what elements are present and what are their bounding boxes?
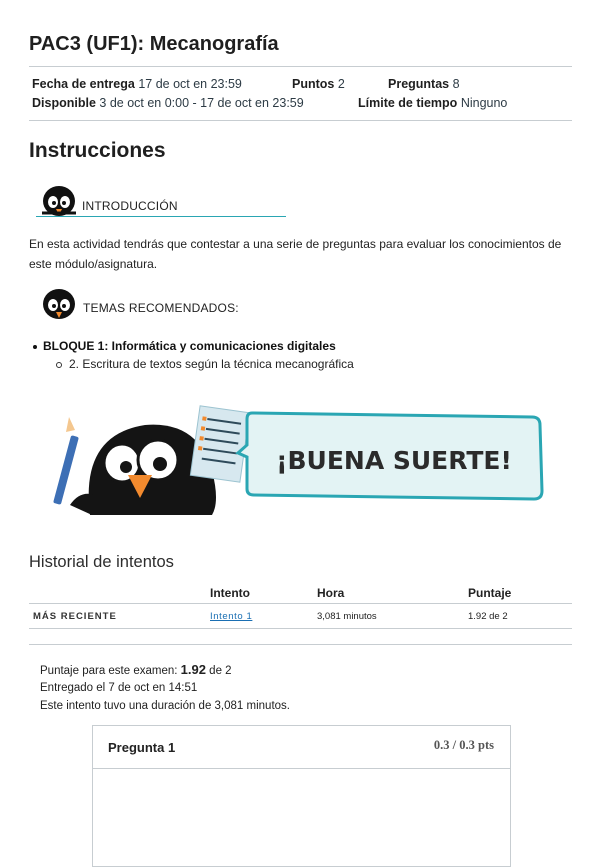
score-prefix: Puntaje para este examen: [40, 665, 178, 677]
points-label: Puntos [292, 77, 335, 91]
pencil-icon [53, 417, 79, 505]
table-divider [29, 628, 572, 629]
points [292, 77, 345, 91]
topics-label: TEMAS RECOMENDADOS: [83, 301, 239, 315]
topic-block-text: BLOQUE 1: Informática y comunicaciones digitales [43, 339, 336, 353]
divider [29, 66, 572, 67]
attempt-link-wrap [210, 611, 252, 622]
topic-item [56, 357, 354, 371]
questions [388, 77, 460, 91]
attempt-time: 3,081 minutos [317, 611, 377, 622]
time-limit [358, 96, 507, 110]
submitted-info: Entregado el 7 de oct en 14:51 [40, 682, 198, 694]
bullet-ring [56, 362, 62, 368]
history-heading: Historial de intentos [29, 553, 174, 571]
points-value: 2 [337, 77, 345, 91]
topic-block [33, 339, 336, 353]
good-luck-banner [40, 395, 550, 520]
questions-value: 8 [452, 77, 460, 91]
exam-score [40, 662, 232, 677]
intro-underline [36, 216, 286, 217]
instructions-heading: Instrucciones [29, 139, 166, 162]
divider [29, 644, 572, 645]
banner-text: ¡BUENA SUERTE! [276, 446, 512, 475]
questions-label: Preguntas [388, 77, 450, 91]
available-value: 3 de oct en 0:00 - 17 de oct en 23:59 [99, 96, 304, 110]
divider [29, 120, 572, 121]
question-points: 0.3 / 0.3 pts [433, 738, 494, 752]
due-value: 17 de oct en 23:59 [138, 77, 242, 91]
topic-item-text: 2. Escritura de textos según la técnica mecanográfica [69, 357, 354, 371]
bullet-dot [33, 345, 37, 349]
score-suffix: de 2 [209, 665, 232, 677]
penguin-icon [38, 183, 80, 217]
time-limit-value: Ninguno [460, 96, 508, 110]
col-time: Hora [317, 586, 345, 600]
due-date [32, 77, 242, 91]
question-title: Pregunta 1 [108, 740, 176, 755]
table-divider [29, 603, 572, 604]
question-card [92, 725, 511, 867]
due-label: Fecha de entrega [32, 77, 135, 91]
intro-label: INTRODUCCIÓN [82, 199, 178, 213]
score-value: 1.92 [180, 662, 206, 677]
duration-info: Este intento tuvo una duración de 3,081 minutos. [40, 700, 290, 712]
col-score: Puntaje [468, 586, 512, 600]
time-limit-label: Límite de tiempo [358, 96, 458, 110]
question-header [93, 726, 510, 769]
page-title: PAC3 (UF1): Mecanografía [29, 33, 279, 55]
checklist-icon [190, 406, 249, 482]
attempt-link[interactable]: Intento 1 [210, 611, 253, 622]
intro-text: En esta actividad tendrás que contestar a una serie de preguntas para evaluar los conocimientos de este módulo/asignatura. [29, 237, 562, 271]
row-label: MÁS RECIENTE [33, 611, 117, 622]
available-label: Disponible [32, 96, 96, 110]
available [32, 96, 304, 110]
penguin-icon [38, 286, 80, 320]
attempt-score: 1.92 de 2 [468, 611, 508, 622]
col-attempt: Intento [210, 586, 250, 600]
